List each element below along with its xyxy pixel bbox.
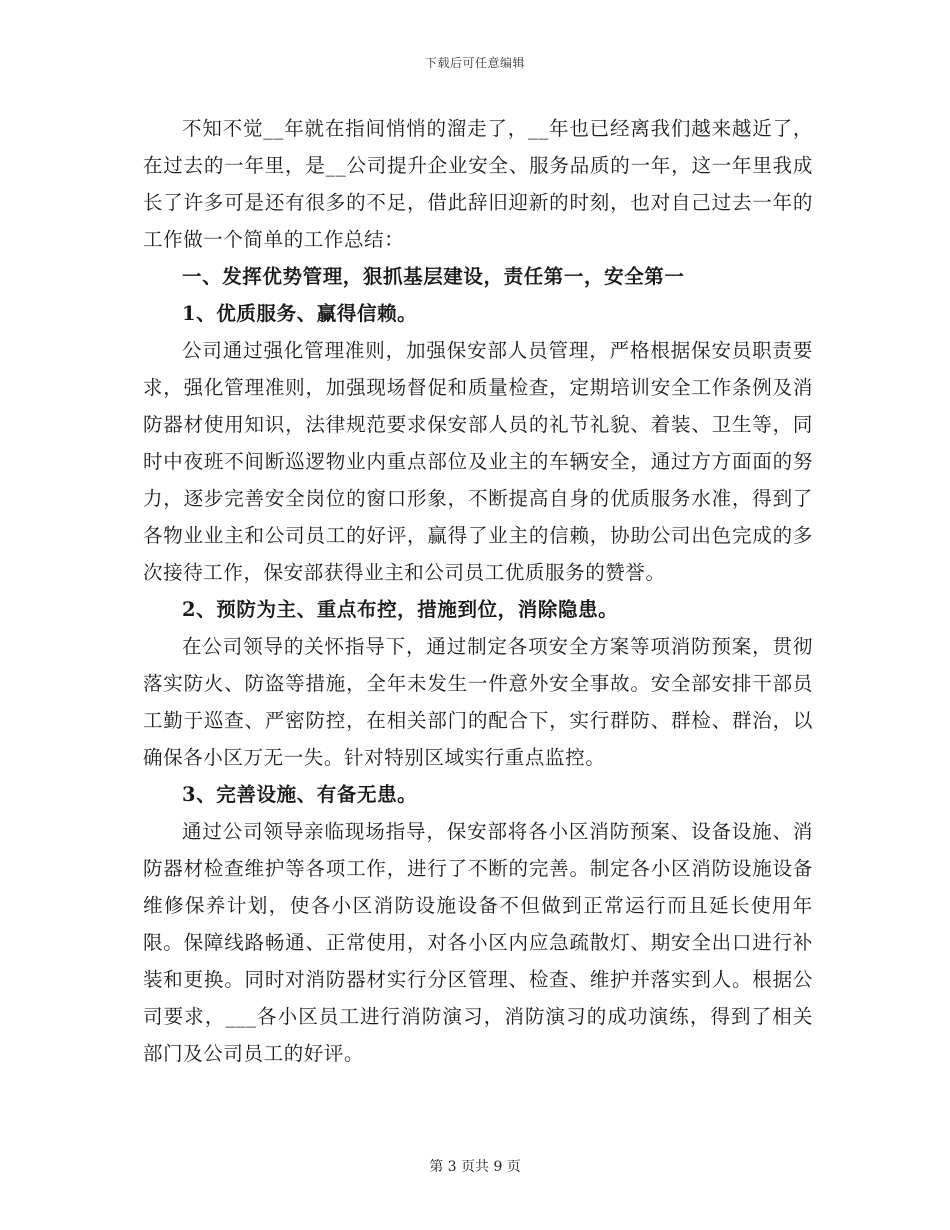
- document-body: [143, 110, 813, 1072]
- subsection-heading-1: 1、优质服务、赢得信赖。: [182, 302, 418, 325]
- paragraph-prevention: 在公司领导的关怀指导下，通过制定各项安全方案等项消防预案，贯彻落实防火、防盗等措施，全年未发生一件意外安全事故。安全部安排干部员工勤于巡查、严密防控，在相关部门的配合下，实行群防、群检、群治，以确保各小区万无一失。针对特别区域实行重点监控。: [143, 635, 813, 769]
- page-number: 第 3 页共 9 页: [429, 1159, 521, 1175]
- intro-paragraph: 不知不觉__年就在指间悄悄的溜走了，__年也已经离我们越来越近了，在过去的一年里，是__公司提升企业安全、服务品质的一年，这一年里我成长了许多可是还有很多的不足，借此辞旧迎新的时刻，也对自己过去一年的工作做一个简单的工作总结：: [143, 117, 813, 251]
- page-header: 下载后可任意编辑: [424, 56, 525, 70]
- paragraph-facilities: 通过公司领导亲临现场指导，保安部将各小区消防预案、设备设施、消防器材检查维护等各项工作，进行了不断的完善。制定各小区消防设施设备维修保养计划，使各小区消防设施设备不但做到正常运行而且延长使用年限。保障线路畅通、正常使用，对各小区内应急疏散灯、期安全出口进行补装和更换。同时对消防器材实行分区管理、检查、维护并落实到人。根据公司要求，___各小区员工进行消防演习，消防演习的成功演练，得到了相关部门及公司员工的好评。: [143, 820, 813, 1065]
- section-heading-1: 一、发挥优势管理，狠抓基层建设，责任第一，安全第一: [182, 265, 685, 288]
- paragraph-service: 公司通过强化管理准则，加强保安部人员管理，严格根据保安员职责要求，强化管理准则，加强现场督促和质量检查，定期培训安全工作条例及消防器材使用知识，法律规范要求保安部人员的礼节礼貌、着装、卫生等，同时中夜班不间断巡逻物业内重点部位及业主的车辆安全，通过方方面面的努力，逐步完善安全岗位的窗口形象，不断提高自身的优质服务水准，得到了各物业业主和公司员工的好评，赢得了业主的信赖，协助公司出色完成的多次接待工作，保安部获得业主和公司员工优质服务的赞誉。: [143, 339, 813, 584]
- subsection-heading-3: 3、完善设施、有备无患。: [182, 783, 418, 806]
- subsection-heading-2: 2、预防为主、重点布控，措施到位，消除隐患。: [182, 598, 619, 621]
